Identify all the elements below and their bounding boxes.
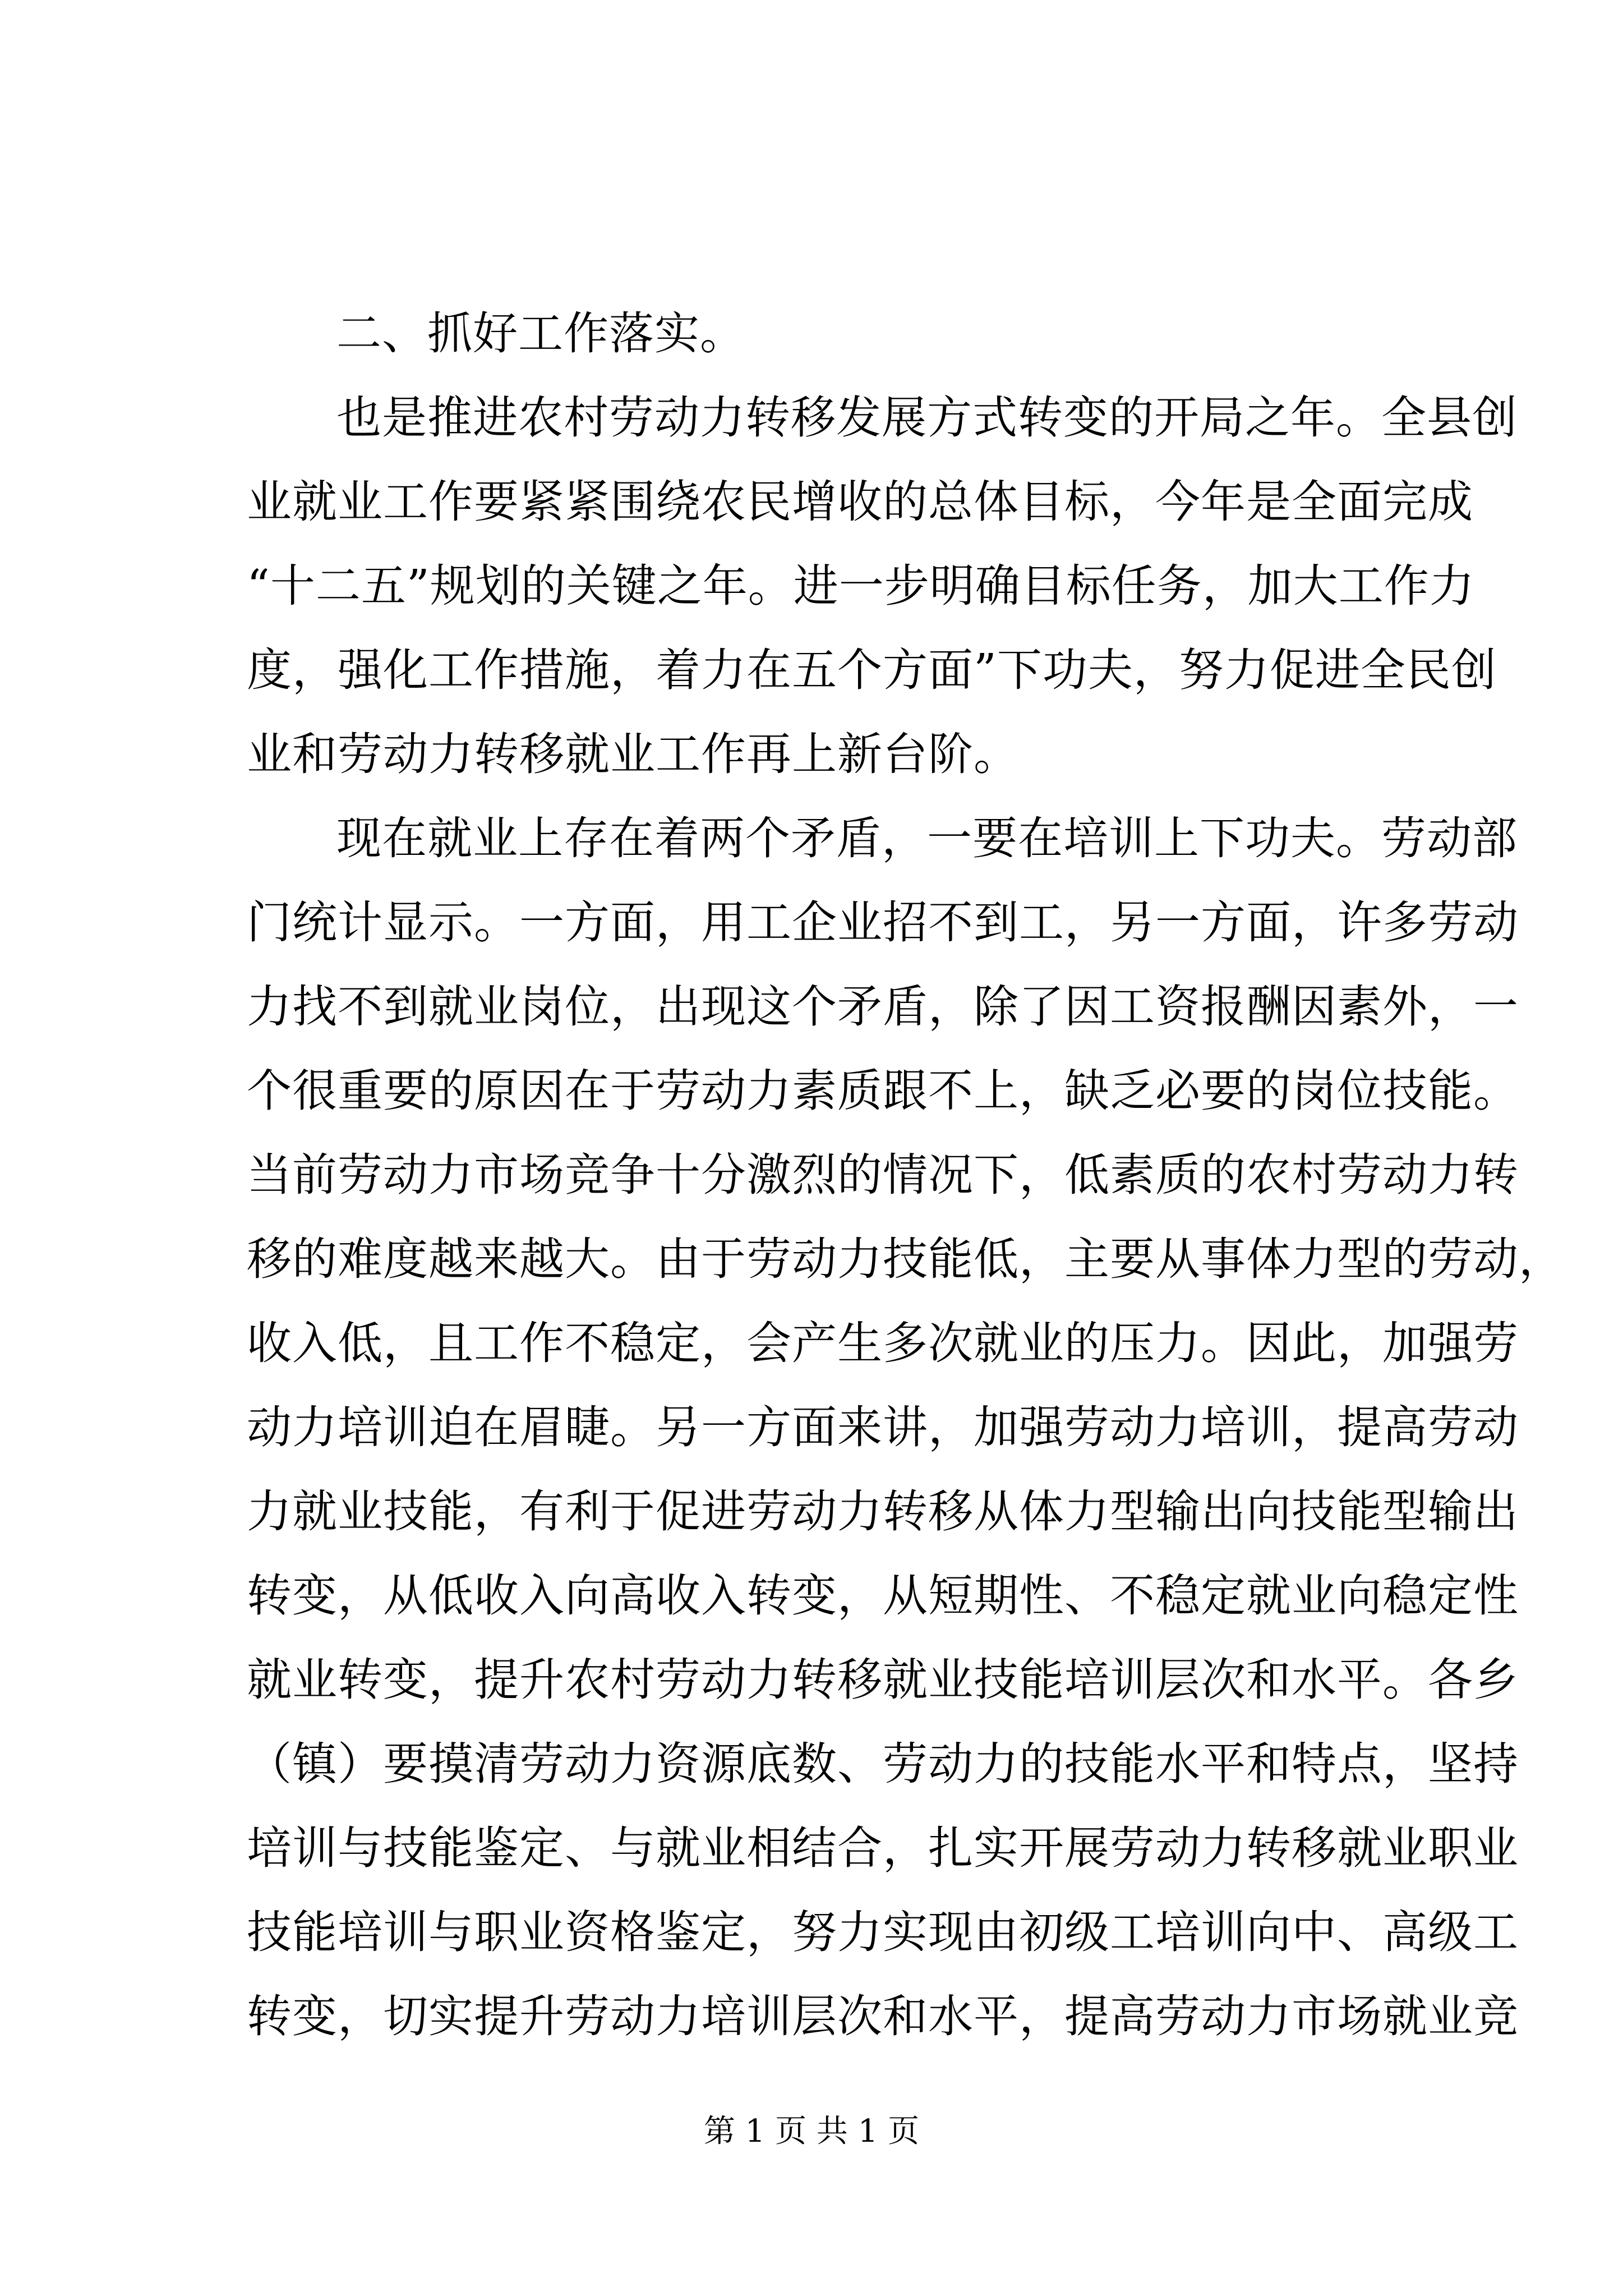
section-heading: 二、抓好工作落实。 — [336, 307, 745, 360]
page-number-footer: 第 1 页 共 1 页 — [703, 2113, 920, 2150]
paragraph-line: 力找不到就业岗位，出现这个矛盾，除了因工资报酬因素外，一 — [247, 981, 1519, 1033]
paragraph-line: “十二五”规划的关键之年。进一步明确目标任务，加大工作力 — [247, 560, 1475, 612]
paragraph-line: 转变，从低收入向高收入转变，从短期性、不稳定就业向稳定性 — [247, 1570, 1519, 1622]
paragraph-line: 就业转变，提升农村劳动力转移就业技能培训层次和水平。各乡 — [247, 1654, 1519, 1706]
paragraph-line: 技能培训与职业资格鉴定，努力实现由初级工培训向中、高级工 — [247, 1906, 1519, 1958]
paragraph-line: 度，强化工作措施，着力在五个方面”下功夫，努力促进全民创 — [247, 644, 1497, 696]
paragraph-line: 收入低，且工作不稳定，会产生多次就业的压力。因此，加强劳 — [247, 1317, 1519, 1369]
paragraph-line: 现在就业上存在着两个矛盾，一要在培训上下功夫。劳动部 — [336, 812, 1518, 864]
paragraph-line: 力就业技能，有利于促进劳动力转移从体力型输出向技能型输出 — [247, 1485, 1519, 1538]
paragraph-line: 转变，切实提升劳动力培训层次和水平，提高劳动力市场就业竞 — [247, 1990, 1519, 2042]
paragraph-line: 个很重要的原因在于劳动力素质跟不上，缺乏必要的岗位技能。 — [247, 1065, 1519, 1117]
paragraph-line: 门统计显示。一方面，用工企业招不到工，另一方面，许多劳动 — [247, 896, 1519, 949]
paragraph-line: 业和劳动力转移就业工作再上新台阶。 — [247, 728, 1019, 780]
paragraph-line: 当前劳动力市场竞争十分激烈的情况下，低素质的农村劳动力转 — [247, 1149, 1519, 1201]
paragraph-line: 也是推进农村劳动力转移发展方式转变的开局之年。全县创 — [336, 392, 1518, 444]
paragraph-line: 业就业工作要紧紧围绕农民增收的总体目标，今年是全面完成 — [247, 476, 1473, 528]
paragraph-line: 移的难度越来越大。由于劳动力技能低，主要从事体力型的劳动， — [247, 1233, 1564, 1285]
paragraph-line: （镇）要摸清劳动力资源底数、劳动力的技能水平和特点，坚持 — [247, 1738, 1519, 1790]
paragraph-line: 培训与技能鉴定、与就业相结合，扎实开展劳动力转移就业职业 — [247, 1822, 1519, 1874]
paragraph-line: 动力培训迫在眉睫。另一方面来讲，加强劳动力培训，提高劳动 — [247, 1401, 1519, 1453]
